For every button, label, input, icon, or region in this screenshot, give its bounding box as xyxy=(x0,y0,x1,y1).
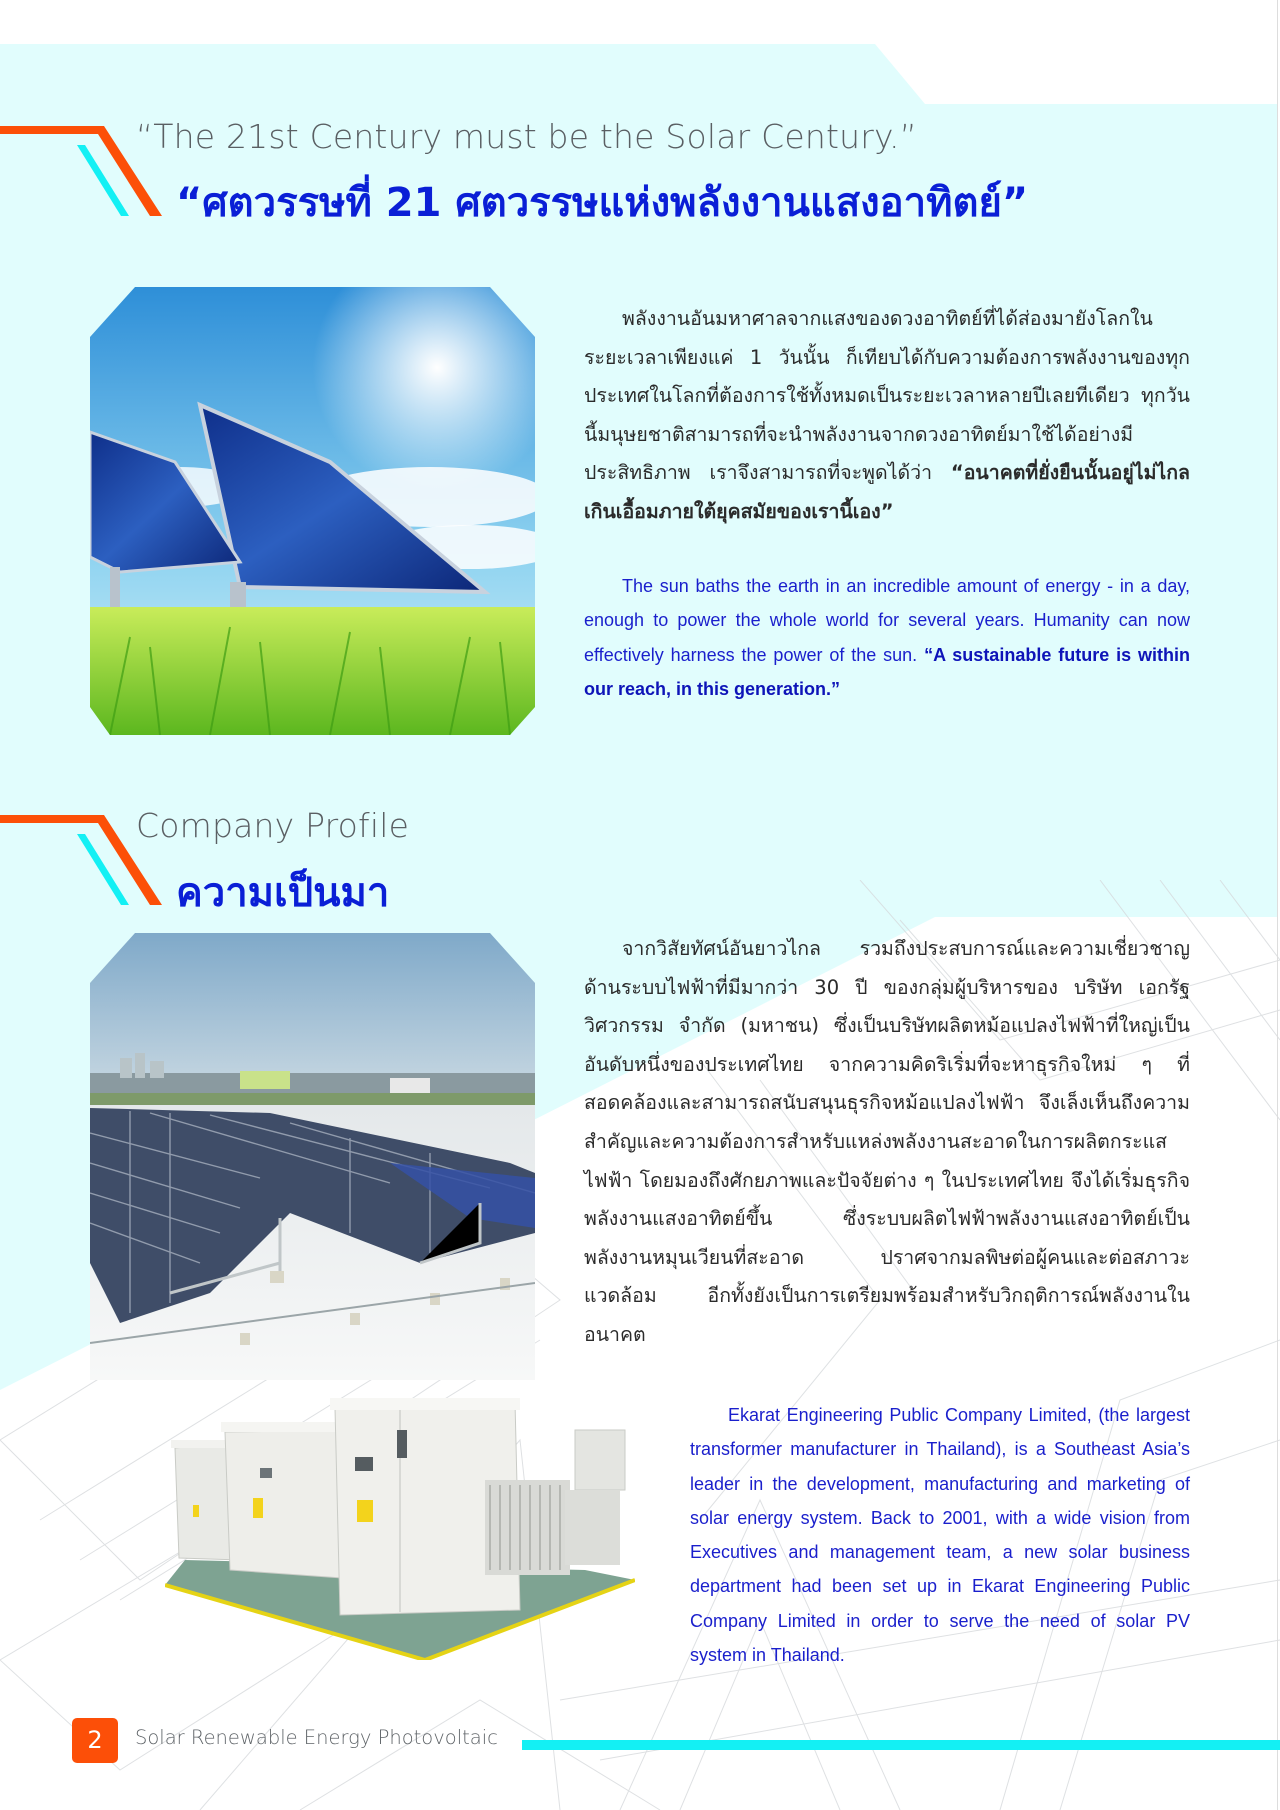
intro-text-thai: พลังงานอันมหาศาลจากแสงของดวงอาทิตย์ที่ได้ส่องมายังโลกในระยะเวลาเพียงแค่ 1 วันนั้น ก็เทียบได้กับความต้องการพลังงานของทุกประเทศในโลกที่ต้องการใช้ทั้งหมดเป็นระยะเวลาหลายปีเลยทีเดียว ทุกวันนี้มนุษยชาติสามารถที่จะนำพลังงานจากดวงอาทิตย์มาใช้ได้อย่างมีประสิทธิภาพ เราจึงสามารถที่จะพูดได้ว่า xyxy=(584,307,1190,485)
footer-accent-line xyxy=(522,1740,1280,1750)
footer-title: Solar Renewable Energy Photovoltaic xyxy=(135,1726,498,1749)
section-heading-english: “The 21st Century must be the Solar Century.” xyxy=(136,117,918,156)
intro-quote-thai: “อนาคตที่ยั่งยืนนั้นอยู่ไม่ไกลเกินเอื้อมภายใต้ยุคสมัยของเรานี้เอง” xyxy=(584,461,1190,523)
intro-text-english: The sun baths the earth in an incredible amount of energy - in a day, enough to power the whole world for several years. Humanity can now effectively harness the power of the sun. xyxy=(584,576,1190,665)
page-number-badge: 2 xyxy=(72,1718,118,1763)
intro-paragraph-thai xyxy=(584,300,1190,532)
company-history-paragraph-english xyxy=(690,1398,1190,1672)
company-profile-heading-english: Company Profile xyxy=(136,806,410,845)
company-history-text-thai: จากวิสัยทัศน์อันยาวไกล รวมถึงประสบการณ์และความเชี่ยวชาญด้านระบบไฟฟ้าที่มีมากว่า 30 ปี ของกลุ่มผู้บริหารของ บริษัท เอกรัฐวิศวกรรม จำกัด (มหาชน) ซึ่งเป็นบริษัทผลิตหม้อแปลงไฟฟ้าที่ใหญ่เป็นอันดับหนึ่งของประเทศไทย จากความคิดริเริ่มที่จะหาธุรกิจใหม่ ๆ ที่สอดคล้องและสามารถสนับสนุนธุรกิจหม้อแปลงไฟฟ้า จึงเล็งเห็นถึงความสำคัญและความต้องการสำหรับแหล่งพลังงานสะอาดในการผลิตกระแสไฟฟ้า โดยมองถึงศักยภาพและปัจจัยต่าง ๆ ในประเทศไทย จึงได้เริ่มธุรกิจพลังงานแสงอาทิตย์ขึ้น ซึ่งระบบผลิตไฟฟ้าพลังงานแสงอาทิตย์เป็นพลังงานหมุนเวียนที่สะอาด ปราศจากมลพิษต่อผู้คนและต่อสภาวะแวดล้อม อีกทั้งยังเป็นการเตรียมพร้อมสำหรับวิกฤติการณ์พลังงานในอนาคต xyxy=(584,937,1190,1346)
solar-panels-on-grass-photo xyxy=(90,287,535,735)
company-history-text-english: Ekarat Engineering Public Company Limited, (the largest transformer manufacturer in Thailand), is a Southeast Asia’s leader in the development, manufacturing and marketing of solar energy system. Back to 2001, with a wide vision from Executives and management team, a new solar business department had been set up in Ekarat Engineering Public Company Limited in order to serve the need of solar PV system in Thailand. xyxy=(690,1405,1190,1666)
company-profile-heading-thai: ความเป็นมา xyxy=(176,870,390,916)
transformer-substation-photo xyxy=(165,1370,635,1660)
page-edge-line xyxy=(1277,0,1278,1810)
intro-paragraph-english xyxy=(584,569,1190,706)
intro-quote-english: “A sustainable future is within our reach, in this generation.” xyxy=(584,644,1190,699)
section-heading-thai: “ศตวรรษที่ 21 ศตวรรษแห่งพลังงานแสงอาทิตย์” xyxy=(176,180,1029,226)
company-history-paragraph-thai xyxy=(584,930,1190,1355)
rooftop-solar-array-photo xyxy=(90,933,535,1380)
